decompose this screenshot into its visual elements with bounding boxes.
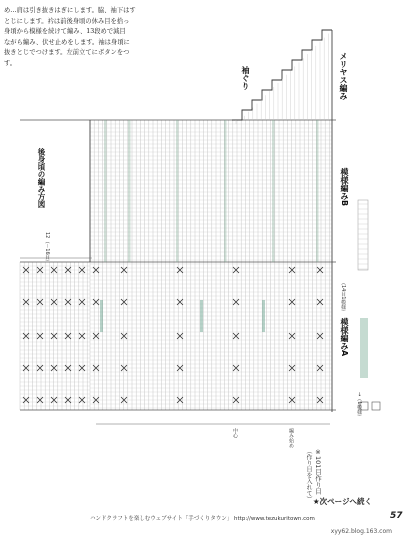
pattern-b-column (104, 120, 107, 262)
page-number: 57 (390, 511, 403, 521)
pattern-b-column (176, 120, 179, 262)
pattern-a-column (100, 300, 103, 332)
start-label: 編み始め (288, 428, 294, 448)
stockinette-label: メリヤス編み (339, 52, 348, 100)
legend-shaded-box (360, 318, 368, 378)
site-credit: ハンドクラフトを楽しむウェブサイト「手づくりタウン」 http://www.tezukuritown.com (90, 516, 315, 522)
pattern-b-column (224, 120, 227, 262)
legend-symbol-box (372, 402, 380, 410)
intro-line: 身頃から模様を続けて編み、13段めで減目 (4, 28, 126, 36)
intro-line: とじにします。衿は前後身頃の休み目を拾っ (4, 17, 130, 25)
center-back-label: 中心 (232, 428, 238, 438)
pattern-a-column (262, 300, 265, 332)
pattern-b-label: 模様編みB (340, 168, 349, 207)
next-page-note: ★次ページへ続く (312, 497, 372, 506)
side-note: →（1模様） (356, 392, 362, 420)
repeat-note: 12（－16目） (44, 232, 50, 265)
pattern-b-column (272, 120, 275, 262)
stitch-count-note: ※101目作り目 (314, 448, 322, 495)
pattern-a-label: 模様編みA (340, 318, 349, 357)
pattern-a-column (200, 300, 203, 332)
intro-line: め…肩は引き抜きはぎにします。脇、袖下はす (4, 7, 136, 14)
intro-line: ながら編み、伏せ止めをします。袖は身頃に (4, 38, 130, 46)
pattern-a-note: （14目1模様） (340, 280, 346, 315)
intro-line: す。 (4, 59, 17, 67)
intro-line: 抜きとじでつけます。左前立てにボタンをつ (4, 49, 130, 57)
sleeve-cap-label: 袖ぐり (241, 66, 250, 90)
watermark: xyy62.blog.163.com (330, 528, 392, 535)
pattern-b-column (128, 120, 131, 262)
cast-on-note: （作り目を入れて） (305, 448, 312, 502)
legend-box (358, 200, 368, 270)
back-body-title: 後身頃の編み方図 (37, 148, 46, 208)
pattern-b-column (316, 120, 319, 262)
